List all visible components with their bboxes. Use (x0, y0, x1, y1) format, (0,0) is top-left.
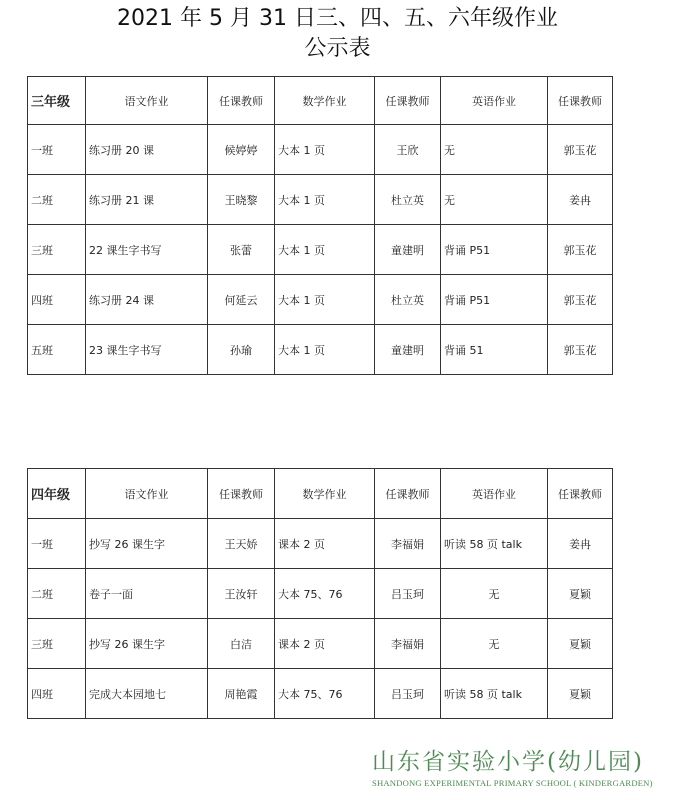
english-cell: 背诵 P51 (441, 225, 548, 275)
teacher-cell: 张蕾 (208, 225, 275, 275)
teacher-cell: 周艳霞 (208, 669, 275, 719)
teacher-cell: 孙瑜 (208, 325, 275, 375)
english-cell: 听读 58 页 talk (441, 519, 548, 569)
header-english: 英语作业 (441, 469, 548, 519)
title-line-2: 公示表 (304, 36, 371, 61)
header-english: 英语作业 (441, 77, 548, 125)
table-row (28, 325, 613, 375)
class-cell: 二班 (28, 569, 86, 619)
chinese-cell: 完成大本园地七 (86, 669, 208, 719)
chinese-cell: 23 课生字书写 (86, 325, 208, 375)
grade-label: 三年级 (28, 77, 86, 125)
teacher-cell: 王晓黎 (208, 175, 275, 225)
table-row (28, 669, 613, 719)
class-cell: 五班 (28, 325, 86, 375)
teacher-cell: 夏颖 (548, 669, 613, 719)
teacher-cell: 童建明 (375, 325, 441, 375)
english-cell: 无 (441, 619, 548, 669)
header-teacher: 任课教师 (548, 77, 613, 125)
math-cell: 大本 1 页 (275, 225, 375, 275)
teacher-cell: 何延云 (208, 275, 275, 325)
english-cell: 无 (441, 569, 548, 619)
table-row (28, 225, 613, 275)
teacher-cell: 姜冉 (548, 175, 613, 225)
teacher-cell: 夏颖 (548, 619, 613, 669)
chinese-cell: 练习册 21 课 (86, 175, 208, 225)
teacher-cell: 夏颖 (548, 569, 613, 619)
math-cell: 大本 75、76 (275, 569, 375, 619)
teacher-cell: 姜冉 (548, 519, 613, 569)
english-cell: 背诵 P51 (441, 275, 548, 325)
teacher-cell: 李福娟 (375, 619, 441, 669)
school-name-cn: 山东省实验小学(幼儿园) (372, 749, 644, 775)
teacher-cell: 郭玉花 (548, 275, 613, 325)
chinese-cell: 练习册 20 课 (86, 125, 208, 175)
header-chinese: 语文作业 (86, 77, 208, 125)
class-cell: 二班 (28, 175, 86, 225)
teacher-cell: 郭玉花 (548, 125, 613, 175)
teacher-cell: 王汝轩 (208, 569, 275, 619)
chinese-cell: 卷子一面 (86, 569, 208, 619)
title-line-1: 2021 年 5 月 31 日三、四、五、六年级作业 (117, 6, 558, 31)
english-cell: 背诵 51 (441, 325, 548, 375)
teacher-cell: 李福娟 (375, 519, 441, 569)
class-cell: 一班 (28, 125, 86, 175)
math-cell: 大本 1 页 (275, 125, 375, 175)
header-math: 数学作业 (275, 469, 375, 519)
teacher-cell: 吕玉珂 (375, 569, 441, 619)
teacher-cell: 杜立英 (375, 175, 441, 225)
class-cell: 四班 (28, 669, 86, 719)
teacher-cell: 杜立英 (375, 275, 441, 325)
school-logo (372, 748, 672, 788)
table-row (28, 619, 613, 669)
grade-label: 四年级 (28, 469, 86, 519)
english-cell: 听读 58 页 talk (441, 669, 548, 719)
page-title (0, 4, 675, 64)
header-chinese: 语文作业 (86, 469, 208, 519)
table-header-row (28, 469, 613, 519)
math-cell: 大本 1 页 (275, 175, 375, 225)
class-cell: 四班 (28, 275, 86, 325)
header-teacher: 任课教师 (375, 469, 441, 519)
header-teacher: 任课教师 (208, 469, 275, 519)
header-teacher: 任课教师 (375, 77, 441, 125)
header-teacher: 任课教师 (208, 77, 275, 125)
math-cell: 课本 2 页 (275, 619, 375, 669)
teacher-cell: 王天娇 (208, 519, 275, 569)
table-row (28, 569, 613, 619)
class-cell: 三班 (28, 619, 86, 669)
school-name-en: SHANDONG EXPERIMENTAL PRIMARY SCHOOL ( KINDERGARDEN) (372, 778, 653, 788)
teacher-cell: 童建明 (375, 225, 441, 275)
chinese-cell: 22 课生字书写 (86, 225, 208, 275)
table-row (28, 275, 613, 325)
table-row (28, 519, 613, 569)
math-cell: 课本 2 页 (275, 519, 375, 569)
chinese-cell: 抄写 26 课生字 (86, 519, 208, 569)
table-row (28, 175, 613, 225)
math-cell: 大本 75、76 (275, 669, 375, 719)
teacher-cell: 吕玉珂 (375, 669, 441, 719)
chinese-cell: 抄写 26 课生字 (86, 619, 208, 669)
english-cell: 无 (441, 175, 548, 225)
chinese-cell: 练习册 24 课 (86, 275, 208, 325)
teacher-cell: 白洁 (208, 619, 275, 669)
teacher-cell: 候婷婷 (208, 125, 275, 175)
math-cell: 大本 1 页 (275, 275, 375, 325)
class-cell: 一班 (28, 519, 86, 569)
english-cell: 无 (441, 125, 548, 175)
class-cell: 三班 (28, 225, 86, 275)
header-teacher: 任课教师 (548, 469, 613, 519)
table-header-row (28, 77, 613, 125)
table-row (28, 125, 613, 175)
grade3-homework-table (27, 76, 613, 375)
teacher-cell: 郭玉花 (548, 325, 613, 375)
teacher-cell: 郭玉花 (548, 225, 613, 275)
header-math: 数学作业 (275, 77, 375, 125)
teacher-cell: 王欣 (375, 125, 441, 175)
grade4-homework-table (27, 468, 613, 719)
math-cell: 大本 1 页 (275, 325, 375, 375)
